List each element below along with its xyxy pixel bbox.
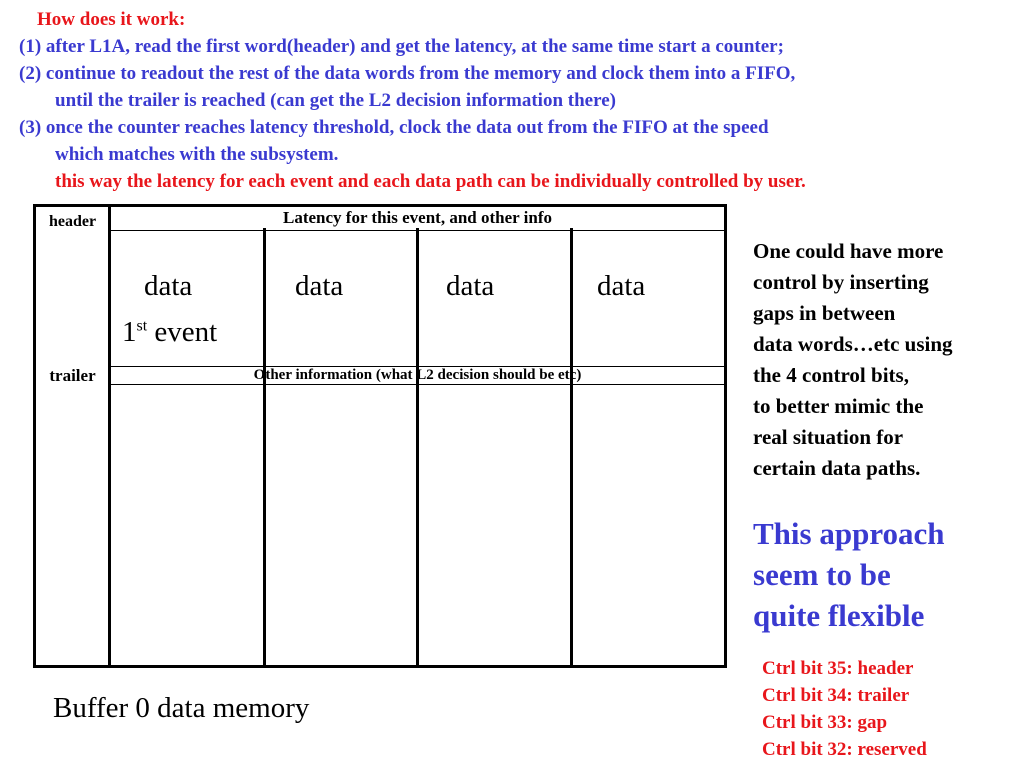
data-word-2: data [295, 270, 344, 302]
approach-line: quite flexible [753, 598, 925, 633]
side-note-line: control by inserting [753, 270, 929, 294]
intro-step-2-cont: until the trailer is reached (can get the L2 decision information there) [55, 90, 616, 111]
data-word-1: data [144, 270, 193, 302]
ctrl-bits-list [762, 655, 927, 763]
side-note-line: to better mimic the [753, 394, 924, 418]
approach-line: This approach [753, 516, 945, 551]
side-note [753, 236, 953, 484]
intro-step-2: (2) continue to readout the rest of the data words from the memory and clock them into a FIFO, [19, 63, 796, 84]
trailer-row-bottom-line [110, 384, 724, 385]
intro-heading: How does it work: [37, 9, 186, 30]
intro-step-1: (1) after L1A, read the first word(header) and get the latency, at the same time start a counter; [19, 36, 784, 57]
side-note-line: data words…etc using [753, 332, 953, 356]
side-note-line: real situation for [753, 425, 904, 449]
intro-step-3: (3) once the counter reaches latency threshold, clock the data out from the FIFO at the speed [19, 117, 769, 138]
side-note-line: certain data paths. [753, 456, 921, 480]
approach-line: seem to be [753, 557, 891, 592]
ctrl-bit-34: Ctrl bit 34: trailer [762, 685, 910, 706]
data-word-4: data [597, 270, 646, 302]
column-divider-3 [570, 204, 573, 668]
buffer-memory-diagram [33, 204, 727, 668]
ctrl-bit-35: Ctrl bit 35: header [762, 658, 914, 679]
intro-note: this way the latency for each event and each data path can be individually controlled by user. [55, 171, 806, 192]
column-divider-2 [416, 204, 419, 668]
side-note-line: gaps in between [753, 301, 896, 325]
memory-caption: Buffer 0 data memory [53, 692, 310, 724]
side-note-line: the 4 control bits, [753, 363, 909, 387]
header-info: Latency for this event, and other info [111, 207, 724, 228]
intro-step-3-cont: which matches with the subsystem. [55, 144, 339, 165]
header-row-line [110, 230, 724, 231]
event-word: event [154, 316, 218, 348]
data-word-3: data [446, 270, 495, 302]
column-divider-1 [263, 204, 266, 668]
ctrl-bit-32: Ctrl bit 32: reserved [762, 739, 927, 760]
ctrl-bit-33: Ctrl bit 33: gap [762, 712, 888, 733]
event-label [122, 316, 217, 349]
column-divider-label [108, 204, 111, 668]
approach-statement [753, 513, 945, 636]
header-label: header [37, 212, 108, 232]
trailer-label: trailer [37, 366, 108, 386]
trailer-info: Other information (what L2 decision should be etc) [253, 367, 582, 383]
event-suffix: st [136, 317, 148, 335]
side-note-line: One could have more [753, 239, 944, 263]
event-number: 1 [122, 316, 137, 348]
